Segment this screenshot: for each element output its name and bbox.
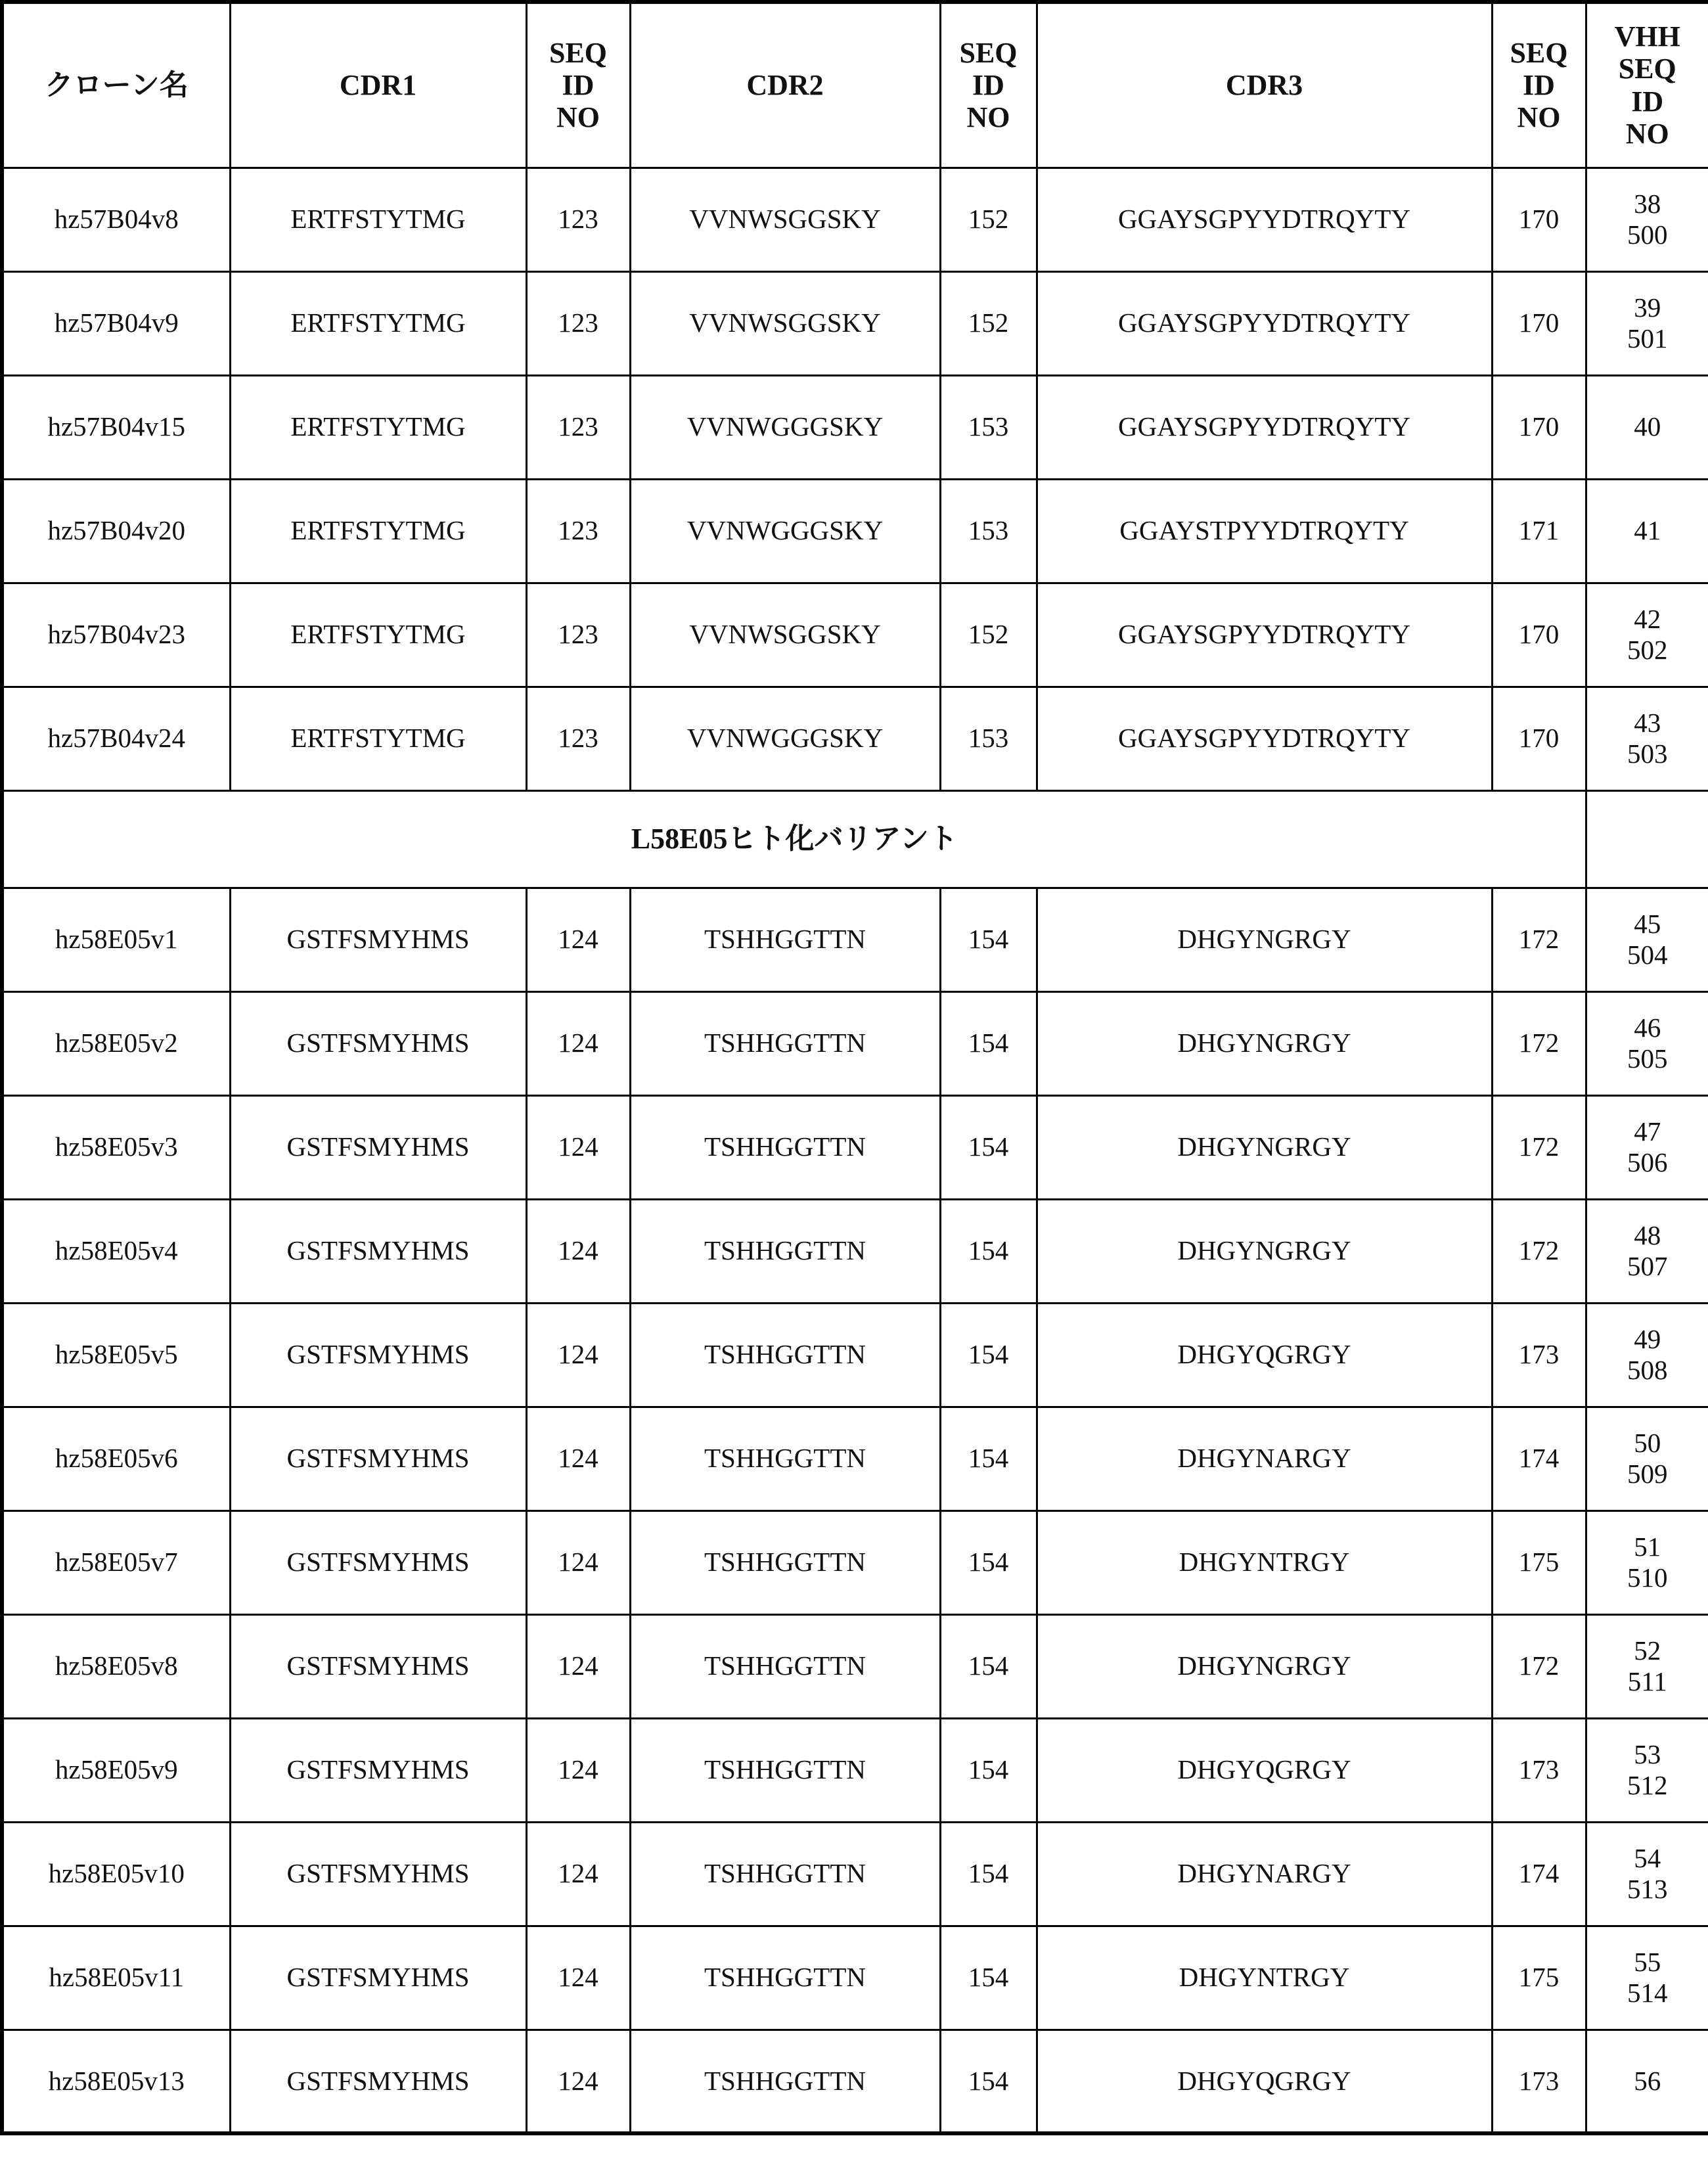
header-cdr1_seq [526, 2, 630, 168]
cell-line: 514 [1627, 1978, 1668, 2008]
cell-cdr1_seq: 123 [526, 687, 630, 790]
cell-vhh [1586, 1822, 1708, 1926]
cell-cdr3: DHGYNGRGY [1037, 1199, 1492, 1303]
cell-cdr3_seq: 173 [1492, 1303, 1586, 1407]
cell-cdr1: GSTFSMYHMS [230, 1822, 526, 1926]
cell-cdr1_seq: 124 [526, 1822, 630, 1926]
cell-cdr3_seq: 172 [1492, 1199, 1586, 1303]
cell-line: 504 [1627, 940, 1668, 970]
cell-cdr1_seq: 124 [526, 1614, 630, 1718]
cell-vhh [1586, 1199, 1708, 1303]
cell-line: 46 [1634, 1012, 1661, 1043]
table-row [2, 479, 1708, 583]
cell-cdr3_seq: 172 [1492, 991, 1586, 1095]
header-label-line: SEQ [959, 36, 1018, 69]
cell-line: 502 [1627, 635, 1668, 665]
cell-cdr1_seq: 123 [526, 583, 630, 687]
cell-cdr1_seq: 124 [526, 888, 630, 991]
cell-line: 508 [1627, 1355, 1668, 1385]
cell-vhh [1586, 1510, 1708, 1614]
cell-line: 45 [1634, 908, 1661, 939]
cell-line: 501 [1627, 323, 1668, 353]
table-row [2, 1822, 1708, 1926]
cell-cdr1: ERTFSTYTMG [230, 583, 526, 687]
cell-clone: hz58E05v5 [2, 1303, 230, 1407]
cell-cdr3_seq: 175 [1492, 1926, 1586, 2030]
table-row [2, 687, 1708, 790]
cell-cdr1: ERTFSTYTMG [230, 271, 526, 375]
cell-cdr2: VVNWGGGSKY [630, 687, 940, 790]
cell-clone: hz57B04v20 [2, 479, 230, 583]
cell-line: 40 [1634, 411, 1661, 442]
cell-cdr1_seq: 124 [526, 2030, 630, 2133]
cell-cdr1: GSTFSMYHMS [230, 1303, 526, 1407]
cell-clone: hz58E05v6 [2, 1407, 230, 1510]
cell-cdr3: GGAYSGPYYDTRQYTY [1037, 271, 1492, 375]
cell-cdr1: GSTFSMYHMS [230, 991, 526, 1095]
cell-line: 49 [1634, 1323, 1661, 1354]
cell-line: 50 [1634, 1427, 1661, 1458]
cell-vhh [1586, 1614, 1708, 1718]
cell-cdr2_seq: 154 [940, 991, 1037, 1095]
cell-line: 505 [1627, 1043, 1668, 1074]
cell-cdr2_seq: 154 [940, 1095, 1037, 1199]
cell-cdr2: TSHHGGTTN [630, 1822, 940, 1926]
header-cdr3 [1037, 2, 1492, 168]
header-label-line: CDR1 [339, 69, 417, 102]
cell-cdr1_seq: 124 [526, 1095, 630, 1199]
cell-line: 48 [1634, 1219, 1661, 1250]
header-cdr1 [230, 2, 526, 168]
cell-clone: hz58E05v1 [2, 888, 230, 991]
cell-cdr3_seq: 173 [1492, 2030, 1586, 2133]
cell-line: 500 [1627, 219, 1668, 250]
section-empty-cell [1586, 790, 1708, 888]
cell-cdr3_seq: 172 [1492, 1095, 1586, 1199]
cell-cdr3_seq: 170 [1492, 687, 1586, 790]
table-row [2, 1718, 1708, 1822]
cell-cdr1: GSTFSMYHMS [230, 1095, 526, 1199]
header-label-line: NO [556, 101, 600, 134]
header-cdr2_seq [940, 2, 1037, 168]
cell-line: 47 [1634, 1116, 1661, 1147]
cell-line: 512 [1627, 1770, 1668, 1800]
cell-cdr2_seq: 154 [940, 1926, 1037, 2030]
header-label-line: CDR3 [1225, 69, 1303, 102]
header-label-line: ID [1631, 85, 1664, 118]
cell-line: 511 [1627, 1666, 1667, 1696]
cell-line: 509 [1627, 1459, 1668, 1489]
cell-line: 42 [1634, 603, 1661, 634]
cell-cdr2: VVNWSGGSKY [630, 271, 940, 375]
table-row [2, 991, 1708, 1095]
cell-cdr1: GSTFSMYHMS [230, 1407, 526, 1510]
cell-vhh [1586, 2030, 1708, 2133]
cell-cdr3: DHGYNTRGY [1037, 1926, 1492, 2030]
cell-cdr2: TSHHGGTTN [630, 888, 940, 991]
cell-cdr1: GSTFSMYHMS [230, 1510, 526, 1614]
cell-vhh [1586, 1718, 1708, 1822]
cell-cdr2: TSHHGGTTN [630, 1303, 940, 1407]
table-row [2, 1614, 1708, 1718]
cell-cdr1_seq: 124 [526, 1199, 630, 1303]
header-label-line: NO [966, 101, 1010, 134]
cell-cdr1: GSTFSMYHMS [230, 1718, 526, 1822]
cell-cdr2: TSHHGGTTN [630, 1510, 940, 1614]
cell-cdr1_seq: 124 [526, 1510, 630, 1614]
cell-clone: hz57B04v23 [2, 583, 230, 687]
cell-vhh [1586, 991, 1708, 1095]
cell-cdr2: TSHHGGTTN [630, 1407, 940, 1510]
table-row [2, 271, 1708, 375]
cell-cdr1: ERTFSTYTMG [230, 687, 526, 790]
cell-line: 507 [1627, 1251, 1668, 1281]
cell-cdr3_seq: 171 [1492, 479, 1586, 583]
cell-cdr2_seq: 154 [940, 1407, 1037, 1510]
cell-clone: hz58E05v4 [2, 1199, 230, 1303]
cell-vhh [1586, 479, 1708, 583]
table-row [2, 583, 1708, 687]
cell-cdr3: DHGYQGRGY [1037, 1718, 1492, 1822]
cell-cdr3: DHGYNGRGY [1037, 991, 1492, 1095]
cell-cdr2_seq: 154 [940, 1510, 1037, 1614]
header-clone [2, 2, 230, 168]
cell-cdr3_seq: 173 [1492, 1718, 1586, 1822]
cell-clone: hz57B04v9 [2, 271, 230, 375]
cell-cdr2_seq: 152 [940, 271, 1037, 375]
cell-cdr3: DHGYNGRGY [1037, 1614, 1492, 1718]
cell-cdr3_seq: 174 [1492, 1407, 1586, 1510]
header-label-line: SEQ [1510, 36, 1568, 69]
header-label-line: CDR2 [746, 69, 824, 102]
cell-line: 38 [1634, 188, 1661, 219]
cell-cdr3_seq: 170 [1492, 583, 1586, 687]
cell-cdr2_seq: 152 [940, 583, 1037, 687]
cell-cdr2_seq: 154 [940, 1199, 1037, 1303]
cell-vhh [1586, 1926, 1708, 2030]
header-label-line: ID [562, 69, 595, 102]
cell-line: 55 [1634, 1946, 1661, 1977]
cell-cdr1_seq: 124 [526, 1303, 630, 1407]
cell-cdr3_seq: 172 [1492, 1614, 1586, 1718]
cell-cdr3: DHGYNGRGY [1037, 888, 1492, 991]
cell-line: 41 [1634, 515, 1661, 546]
cell-cdr3: DHGYNTRGY [1037, 1510, 1492, 1614]
cell-cdr3_seq: 170 [1492, 271, 1586, 375]
cell-clone: hz57B04v8 [2, 168, 230, 271]
cell-vhh [1586, 1303, 1708, 1407]
cell-cdr3: GGAYSTPYYDTRQYTY [1037, 479, 1492, 583]
cell-cdr2: TSHHGGTTN [630, 991, 940, 1095]
cell-vhh [1586, 375, 1708, 479]
cell-line: 513 [1627, 1874, 1668, 1904]
cell-clone: hz58E05v7 [2, 1510, 230, 1614]
cell-cdr2: TSHHGGTTN [630, 2030, 940, 2133]
table-row [2, 168, 1708, 271]
cell-cdr3_seq: 174 [1492, 1822, 1586, 1926]
header-vhh [1586, 2, 1708, 168]
cell-cdr3: GGAYSGPYYDTRQYTY [1037, 687, 1492, 790]
cell-cdr3: GGAYSGPYYDTRQYTY [1037, 583, 1492, 687]
cell-cdr1: GSTFSMYHMS [230, 1926, 526, 2030]
cell-line: 39 [1634, 292, 1661, 323]
cell-cdr2: VVNWSGGSKY [630, 168, 940, 271]
table-row [2, 888, 1708, 991]
cell-vhh [1586, 687, 1708, 790]
cell-cdr3_seq: 172 [1492, 888, 1586, 991]
cell-cdr3: DHGYQGRGY [1037, 2030, 1492, 2133]
cell-cdr2: VVNWGGGSKY [630, 375, 940, 479]
cell-clone: hz58E05v2 [2, 991, 230, 1095]
cell-cdr2: TSHHGGTTN [630, 1926, 940, 2030]
cell-cdr2_seq: 153 [940, 375, 1037, 479]
cell-cdr2_seq: 154 [940, 1614, 1037, 1718]
cell-cdr2: TSHHGGTTN [630, 1614, 940, 1718]
cell-cdr2_seq: 153 [940, 479, 1037, 583]
header-label-line: NO [1625, 118, 1669, 150]
cell-cdr3_seq: 170 [1492, 168, 1586, 271]
cell-line: 51 [1634, 1531, 1661, 1562]
cell-vhh [1586, 583, 1708, 687]
header-label-line: NO [1517, 101, 1561, 134]
cell-cdr1_seq: 123 [526, 479, 630, 583]
cell-line: 52 [1634, 1635, 1661, 1666]
header-label-line: クローン名 [44, 69, 189, 102]
cell-cdr2: VVNWGGGSKY [630, 479, 940, 583]
cell-cdr1_seq: 123 [526, 375, 630, 479]
header-label-line: ID [1523, 69, 1555, 102]
table-row [2, 1199, 1708, 1303]
cell-vhh [1586, 168, 1708, 271]
cell-vhh [1586, 1095, 1708, 1199]
cell-vhh [1586, 271, 1708, 375]
cell-cdr1_seq: 124 [526, 1407, 630, 1510]
header-label-line: ID [972, 69, 1004, 102]
header-label-line: SEQ [549, 36, 608, 69]
section-label: L58E05ヒト化バリアント [2, 790, 1586, 888]
cell-vhh [1586, 1407, 1708, 1510]
table-row [2, 2030, 1708, 2133]
cell-cdr1: ERTFSTYTMG [230, 479, 526, 583]
cell-line: 510 [1627, 1562, 1668, 1593]
cell-vhh [1586, 888, 1708, 991]
table-row [2, 375, 1708, 479]
cell-cdr1: GSTFSMYHMS [230, 888, 526, 991]
cell-clone: hz58E05v11 [2, 1926, 230, 2030]
cell-cdr1_seq: 124 [526, 991, 630, 1095]
cell-clone: hz58E05v9 [2, 1718, 230, 1822]
cell-cdr1: ERTFSTYTMG [230, 375, 526, 479]
cell-cdr3: DHGYQGRGY [1037, 1303, 1492, 1407]
cell-cdr1_seq: 123 [526, 168, 630, 271]
cell-cdr2_seq: 154 [940, 1718, 1037, 1822]
cell-cdr3_seq: 170 [1492, 375, 1586, 479]
table-row [2, 1303, 1708, 1407]
cell-line: 43 [1634, 707, 1661, 738]
cell-line: 506 [1627, 1147, 1668, 1177]
cell-cdr1: GSTFSMYHMS [230, 1614, 526, 1718]
cell-clone: hz58E05v8 [2, 1614, 230, 1718]
header-row [2, 2, 1708, 168]
cell-clone: hz58E05v13 [2, 2030, 230, 2133]
cell-cdr2: TSHHGGTTN [630, 1199, 940, 1303]
cell-cdr2_seq: 154 [940, 1822, 1037, 1926]
cell-cdr2_seq: 153 [940, 687, 1037, 790]
cell-line: 54 [1634, 1842, 1661, 1873]
table-body [2, 168, 1708, 2133]
cell-cdr2_seq: 154 [940, 1303, 1037, 1407]
cell-cdr1_seq: 124 [526, 1718, 630, 1822]
cell-cdr1: GSTFSMYHMS [230, 2030, 526, 2133]
cell-cdr2_seq: 152 [940, 168, 1037, 271]
header-cdr2 [630, 2, 940, 168]
header-label-line: VHH [1614, 20, 1680, 53]
cell-line: 503 [1627, 738, 1668, 769]
cell-cdr3: DHGYNARGY [1037, 1822, 1492, 1926]
cell-cdr1_seq: 123 [526, 271, 630, 375]
cell-line: 53 [1634, 1738, 1661, 1769]
section-row [2, 790, 1708, 888]
cell-cdr3: GGAYSGPYYDTRQYTY [1037, 375, 1492, 479]
cell-clone: hz57B04v24 [2, 687, 230, 790]
cell-cdr3: DHGYNARGY [1037, 1407, 1492, 1510]
header-cdr3_seq [1492, 2, 1586, 168]
cell-cdr1: ERTFSTYTMG [230, 168, 526, 271]
header-label-line: SEQ [1618, 53, 1676, 85]
cell-cdr2_seq: 154 [940, 2030, 1037, 2133]
cell-cdr2: TSHHGGTTN [630, 1095, 940, 1199]
table-row [2, 1407, 1708, 1510]
cell-cdr1_seq: 124 [526, 1926, 630, 2030]
cell-cdr2: TSHHGGTTN [630, 1718, 940, 1822]
table-row [2, 1510, 1708, 1614]
cell-cdr2_seq: 154 [940, 888, 1037, 991]
cell-cdr2: VVNWSGGSKY [630, 583, 940, 687]
table-row [2, 1926, 1708, 2030]
cell-clone: hz58E05v3 [2, 1095, 230, 1199]
cell-cdr3: DHGYNGRGY [1037, 1095, 1492, 1199]
table-row [2, 1095, 1708, 1199]
cell-cdr1: GSTFSMYHMS [230, 1199, 526, 1303]
cell-cdr3_seq: 175 [1492, 1510, 1586, 1614]
table-head [2, 2, 1708, 168]
cell-clone: hz57B04v15 [2, 375, 230, 479]
cell-cdr3: GGAYSGPYYDTRQYTY [1037, 168, 1492, 271]
cell-clone: hz58E05v10 [2, 1822, 230, 1926]
cell-line: 56 [1634, 2065, 1661, 2096]
